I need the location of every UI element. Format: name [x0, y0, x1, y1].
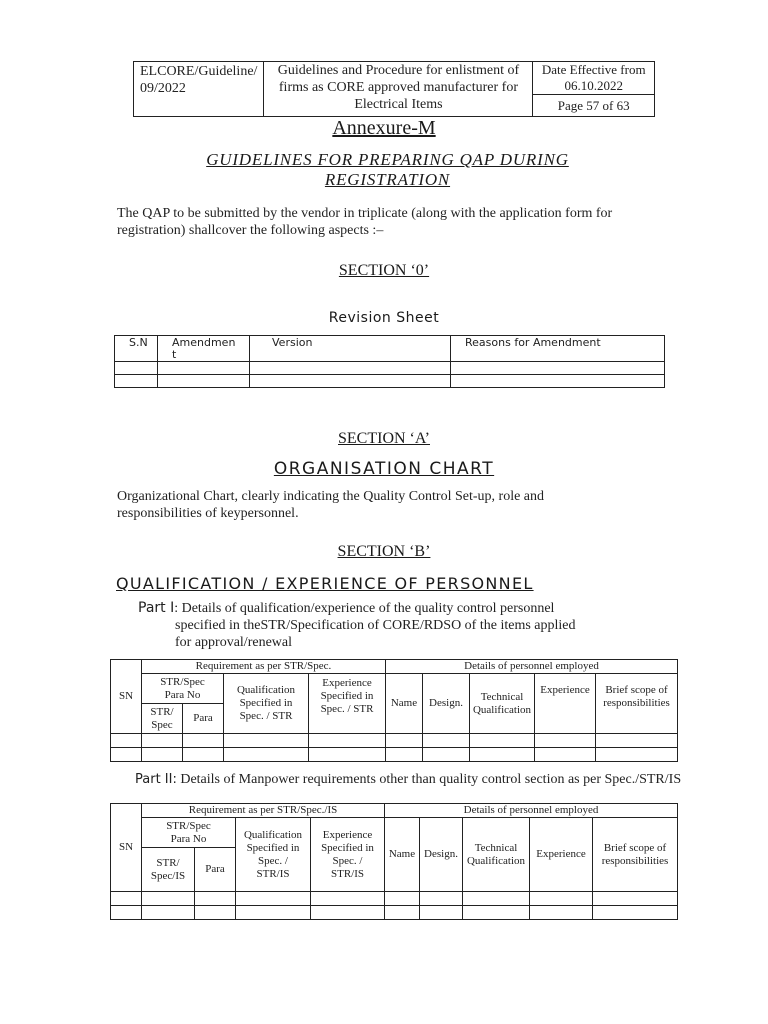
doc-code: [134, 62, 264, 117]
doc-code-line: ELCORE/Guideline/: [140, 64, 258, 79]
col-sn: SN: [111, 804, 142, 892]
qualification-line: Spec. / STR: [239, 710, 293, 722]
personnel-details-header: Details of personnel employed: [386, 660, 678, 674]
experience-spec-line: Experience: [322, 677, 372, 689]
effective-date-label: Date Effective from: [541, 62, 646, 77]
section-a-heading: SECTION ‘A’: [338, 430, 430, 447]
table-row: [115, 375, 665, 388]
col-experience: Experience: [530, 818, 593, 892]
doc-title-line: firms as CORE approved manufacturer for: [278, 80, 518, 95]
col-sn: SN: [111, 660, 142, 734]
col-technical-qualification: [470, 674, 535, 734]
qualification-line: Spec. /: [258, 854, 288, 867]
part-1-line: specified in theSTR/Specification of CORE/RDSO of the items applied: [175, 618, 576, 633]
str-spec-line: Spec: [151, 718, 173, 731]
col-brief-scope: [593, 818, 678, 892]
experience-spec-line: Experience: [322, 828, 373, 841]
col-experience: Experience: [535, 674, 596, 734]
part-1-line-text: : Details of qualification/experience of the quality control personnel: [174, 601, 555, 616]
table-row: [111, 748, 678, 762]
qualification-line: STR/IS: [256, 867, 290, 880]
col-amendment-line: t: [172, 348, 177, 361]
col-str-spec: [142, 704, 183, 734]
document-header: [133, 61, 655, 117]
guidelines-title-line: REGISTRATION: [324, 170, 451, 189]
guidelines-title-line: GUIDELINES FOR PREPARING QAP DURING: [206, 150, 569, 169]
col-qualification: [236, 818, 311, 892]
qualification-line: Specified in: [246, 841, 300, 854]
col-str-spec: [142, 848, 195, 892]
col-qualification: [224, 674, 309, 734]
para-no-line: Para No: [164, 688, 201, 701]
qualification-line: Qualification: [236, 684, 296, 696]
organisation-chart-text: [117, 488, 544, 522]
para-no-header: [142, 818, 236, 848]
doc-code-line: 09/2022: [140, 81, 186, 96]
str-spec-line: STR/: [156, 856, 180, 869]
experience-spec-line: Spec. / STR: [320, 703, 374, 715]
tech-line: Qualification: [466, 854, 526, 867]
manpower-table: [110, 803, 678, 920]
qualification-title: QUALIFICATION / EXPERIENCE OF PERSONNEL: [116, 574, 534, 593]
para-no-line: STR/Spec: [160, 675, 205, 688]
col-name: Name: [386, 674, 423, 734]
intro-paragraph: [117, 205, 612, 239]
part-1-line: [138, 600, 576, 617]
col-brief-scope: [596, 674, 678, 734]
brief-line: Brief scope of: [605, 684, 668, 696]
revision-table: [114, 335, 665, 388]
part-1-label: Part I: [138, 600, 175, 616]
part-2-text: [135, 771, 681, 788]
section-b-heading: SECTION ‘B’: [337, 543, 431, 560]
intro-line: registration) shallcover the following aspects :–: [117, 223, 384, 238]
table-row: [111, 892, 678, 906]
revision-sheet-title: Revision Sheet: [328, 310, 440, 326]
table-row: [115, 362, 665, 375]
para-no-header: [142, 674, 224, 704]
doc-title-line: Electrical Items: [354, 97, 443, 112]
effective-date-value: 06.10.2022: [564, 78, 623, 93]
table-row: [111, 734, 678, 748]
part-1-line: for approval/renewal: [175, 635, 292, 650]
col-name: Name: [385, 818, 420, 892]
tech-line: Qualification: [472, 703, 532, 716]
col-amendment-line: Amendmen: [172, 336, 236, 349]
experience-spec-line: Specified in: [321, 841, 374, 854]
col-para: Para: [195, 848, 236, 892]
experience-spec-line: STR/IS: [330, 867, 364, 880]
annexure-title: Annexure-M: [332, 117, 436, 139]
page-number: Page 57 of 63: [533, 95, 655, 117]
col-designation: Design.: [420, 818, 463, 892]
col-version: Version: [250, 336, 451, 362]
doc-title: [264, 62, 533, 117]
para-no-line: STR/Spec: [166, 819, 211, 832]
org-text-line: Organizational Chart, clearly indicating the Quality Control Set-up, role and: [117, 489, 545, 504]
brief-line: Brief scope of: [603, 841, 667, 854]
qualification-line: Qualification: [243, 828, 303, 841]
personnel-details-header: Details of personnel employed: [385, 804, 678, 818]
requirement-header: Requirement as per STR/Spec.: [142, 660, 386, 674]
col-reasons: Reasons for Amendment: [451, 336, 665, 362]
col-technical-qualification: [463, 818, 530, 892]
part-2-label: Part II:: [135, 772, 177, 787]
revision-header-row: [115, 336, 665, 362]
org-text-line: responsibilities of keypersonnel.: [117, 506, 299, 521]
col-sn: S.N: [115, 336, 158, 362]
col-experience-spec: [311, 818, 385, 892]
organisation-chart-title: ORGANISATION CHART: [273, 459, 495, 479]
brief-line: responsibilities: [601, 854, 669, 867]
str-spec-line: Spec/IS: [150, 869, 186, 882]
tech-line: Technical: [480, 690, 524, 703]
col-designation: Design.: [423, 674, 470, 734]
para-no-line: Para No: [170, 832, 207, 845]
qualification-line: Specified in: [239, 697, 293, 709]
brief-line: responsibilities: [603, 697, 670, 709]
experience-spec-line: Spec. /: [332, 854, 363, 867]
tech-line: Technical: [474, 841, 518, 854]
table-row: [111, 906, 678, 920]
col-experience-spec: [309, 674, 386, 734]
col-amendment: [158, 336, 250, 362]
col-para: Para: [183, 704, 224, 734]
section-0-heading: SECTION ‘0’: [338, 262, 430, 279]
doc-title-line: Guidelines and Procedure for enlistment of: [277, 63, 520, 78]
effective-date: [533, 62, 655, 95]
requirement-header: Requirement as per STR/Spec./IS: [142, 804, 385, 818]
part-2-line-text: Details of Manpower requirements other than quality control section as per Spec./STR/IS: [176, 772, 682, 787]
qc-personnel-table: [110, 659, 678, 762]
part-1-text: [138, 600, 576, 651]
experience-spec-line: Specified in: [320, 690, 374, 702]
guidelines-title: [170, 150, 605, 190]
str-spec-line: STR/: [150, 705, 174, 718]
intro-line: The QAP to be submitted by the vendor in triplicate (along with the application form for: [117, 206, 613, 221]
